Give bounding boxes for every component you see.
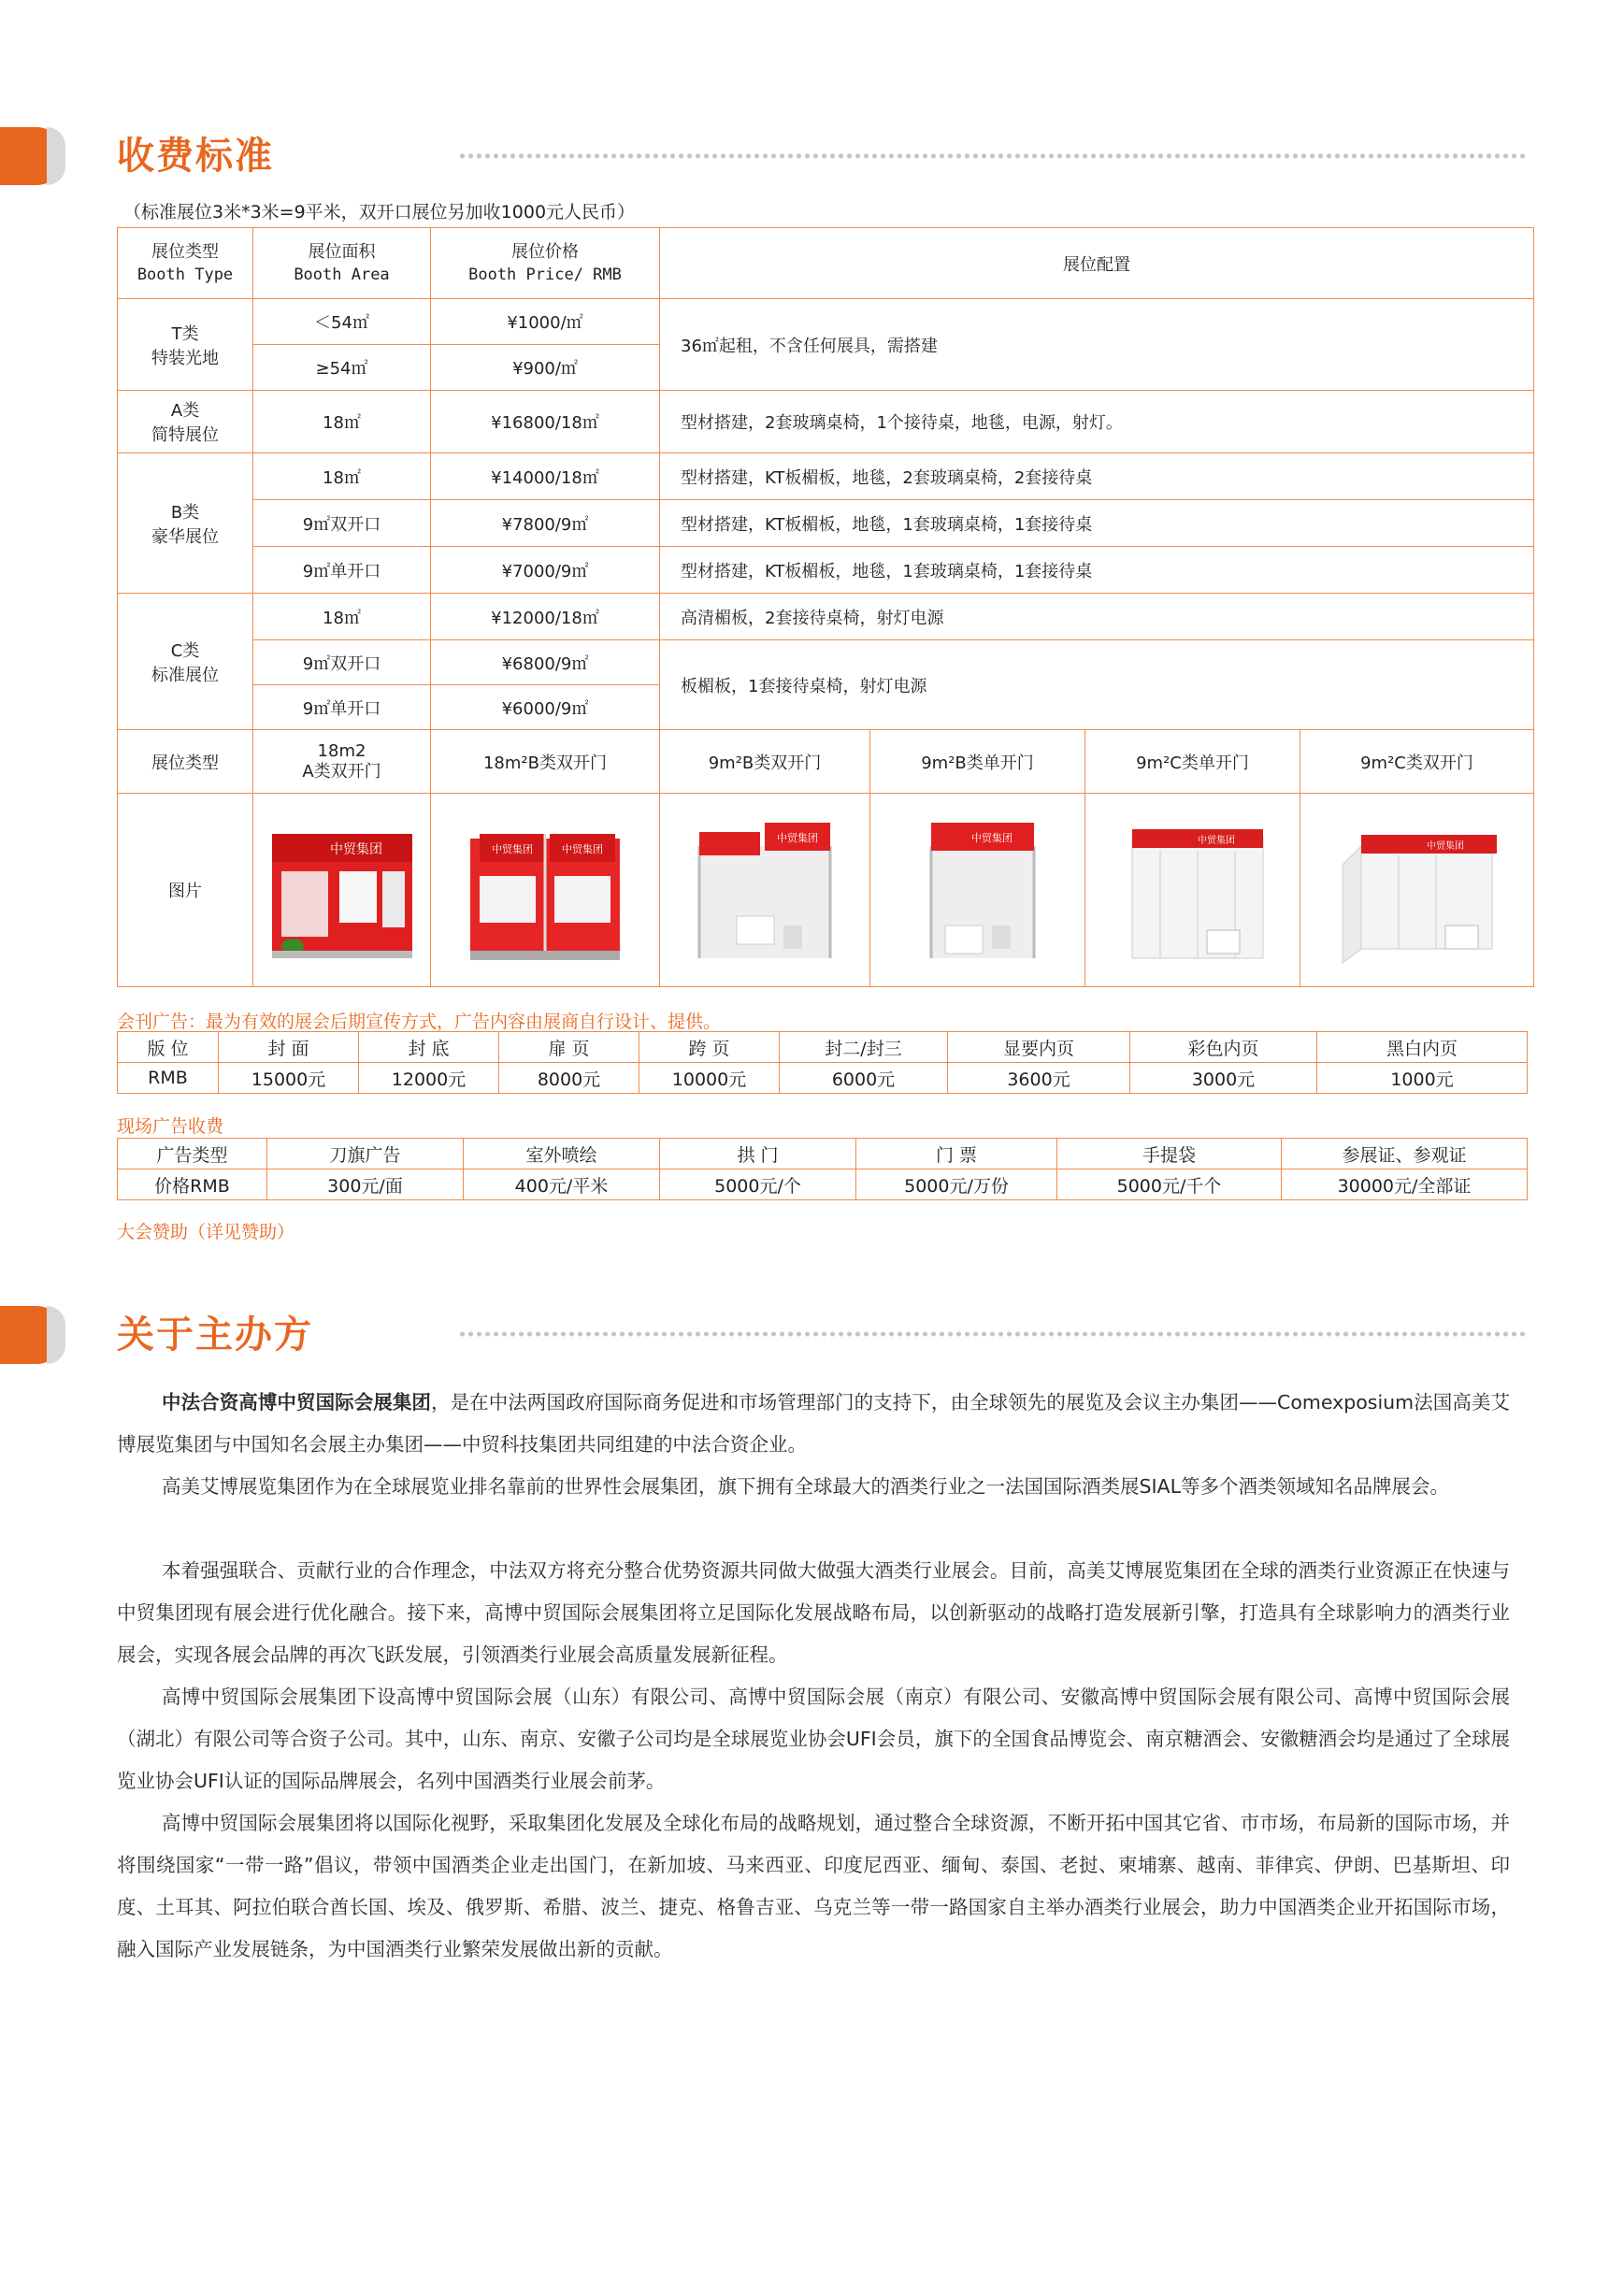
booth-b18-image [452,811,639,969]
onsite-price: 价格RMB [118,1170,267,1200]
c-config-2: 板楣板，1套接待桌椅，射灯电源 [660,640,1534,730]
t-config: 36㎡起租，不含任何展具，需搭建 [660,299,1534,391]
table-row [118,547,1534,594]
a-name-2: 简特展位 [151,425,219,445]
t-name-2: 特装光地 [151,348,219,368]
booth-type-b9-double: 9m²B类双开门 [660,730,870,794]
onsite-ad-table [117,1138,1528,1200]
ad-price: 6000元 [780,1063,948,1094]
t-area-2: ≥54㎡ [253,345,431,391]
ad-header: 封二/封三 [780,1032,948,1063]
ad-price: 1000元 [1317,1063,1528,1094]
booth-sign-text: 中贸集团 [1426,840,1464,852]
booth-images-label: 图片 [118,794,253,987]
table-row [118,640,1534,685]
booth-size-note: （标准展位3米*3米=9平米，双开口展位另加收1000元人民币） [123,202,636,222]
b-config-2: 型材搭建，KT板楣板，地毯，1套玻璃桌椅，1套接待桌 [660,500,1534,547]
booth-sign-text: 中贸集团 [970,831,1013,844]
onsite-title: 现场广告收费 [117,1116,224,1137]
about-paragraph-3: 本着强强联合、贡献行业的合作理念，中法双方将充分整合优势资源共同做大做强大酒类行业展会。目前，高美艾博展览集团在全球的酒类行业资源正在快速与中贸集团现有展会进行优化融合。接下来，高博中贸国际会展集团将立足国际化发展战略布局，以创新驱动的战略打造发展新引擎，打造具有全球影响力的酒类行业展会，实现各展会品牌的再次飞跃发展，引领酒类行业展会高质量发展新征程。 [117,1559,1510,1666]
booth-images-row [118,794,1534,987]
ad-price: 3600元 [948,1063,1130,1094]
ad-header: 封 底 [359,1032,499,1063]
ads-title: 会刊广告：最为有效的展会后期宣传方式，广告内容由展商自行设计、提供。 [117,1012,722,1032]
booth-type-b9-single: 9m²B类单开门 [870,730,1085,794]
ad-price: 15000元 [219,1063,359,1094]
b-price-1: ¥14000/18㎡ [431,453,660,500]
table-row [118,453,1534,500]
booth-types-label: 展位类型 [118,730,253,794]
header-area-en: Booth Area [294,265,390,284]
header-type-cn: 展位类型 [151,241,219,262]
b-config-1: 型材搭建，KT板楣板，地毯，2套玻璃桌椅，2套接待桌 [660,453,1534,500]
booth-sign-text: 中贸集团 [777,831,818,844]
a-price: ¥16800/18㎡ [431,391,660,453]
b-area-3: 9㎡单开口 [253,547,431,594]
table-header-row [118,1032,1528,1063]
b-config-3: 型材搭建，KT板楣板，地毯，1套玻璃桌椅，1套接待桌 [660,547,1534,594]
ad-price: 3000元 [1130,1063,1317,1094]
table-row [118,594,1534,640]
onsite-price: 5000元/个 [660,1170,856,1200]
booth-sign-text: 中贸集团 [1197,835,1235,846]
ad-header: 跨 页 [639,1032,780,1063]
dotted-divider [458,153,1529,159]
t-price-1: ¥1000/㎡ [431,299,660,345]
booth-type-c9-single: 9m²C类单开门 [1085,730,1300,794]
booth-type-c9-double: 9m²C类双开门 [1300,730,1534,794]
about-p1-text: ，是在中法两国政府国际商务促进和市场管理部门的支持下，由全球领先的展览及会议主办集团——Comexposium法国高美艾博展览集团与中国知名会展主办集团——中贸科技集团共同组建的中法合资企业。 [117,1391,1510,1456]
ad-header: 彩色内页 [1130,1032,1317,1063]
header-area-cn: 展位面积 [308,241,376,262]
section-tab-decoration [0,127,65,185]
table-row [118,391,1534,453]
a-config: 型材搭建，2套玻璃桌椅，1个接待桌，地毯，电源，射灯。 [660,391,1534,453]
t-area-1: ＜54㎡ [253,299,431,345]
onsite-header: 门 票 [856,1139,1057,1170]
header-type-en: Booth Type [136,265,234,284]
booth-type-a-area: 18m2 [317,740,366,761]
c-config-1: 高清楣板，2套接待桌椅，射灯电源 [660,594,1534,640]
ad-header: 版 位 [118,1032,219,1063]
ad-price: 8000元 [499,1063,639,1094]
booth-type-a: A类双开门 [302,761,381,782]
booth-sign-text: 中贸集团 [492,843,533,855]
onsite-price: 400元/平米 [464,1170,660,1200]
onsite-header: 广告类型 [118,1139,267,1170]
ad-price: RMB [118,1063,219,1094]
b-name-2: 豪华展位 [151,526,219,547]
t-price-2: ¥900/㎡ [431,345,660,391]
organizer-name: 中法合资高博中贸国际会展集团 [162,1391,432,1413]
header-price-en: Booth Price/ RMB [468,265,622,284]
about-section-title: 关于主办方 [117,1313,313,1356]
onsite-price: 30000元/全部证 [1282,1170,1528,1200]
table-row [118,500,1534,547]
b-area-1: 18㎡ [253,453,431,500]
section-tab-decoration [0,1306,65,1364]
onsite-price: 300元/面 [267,1170,464,1200]
a-name-1: A类 [170,401,200,421]
ad-price: 12000元 [359,1063,499,1094]
booth-c9-double-image [1324,809,1511,972]
ad-header: 封 面 [219,1032,359,1063]
dotted-divider [458,1331,1529,1337]
c-price-2: ¥6800/9㎡ [431,640,660,685]
ad-header: 黑白内页 [1317,1032,1528,1063]
ad-header: 显要内页 [948,1032,1130,1063]
table-row [118,1170,1528,1200]
a-area: 18㎡ [253,391,431,453]
table-header-row [118,228,1534,299]
ad-header: 扉 页 [499,1032,639,1063]
about-paragraph-4: 高博中贸国际会展集团下设高博中贸国际会展（山东）有限公司、高博中贸国际会展（南京）有限公司、安徽高博中贸国际会展有限公司、高博中贸国际会展（湖北）有限公司等合资子公司。其中，山东、南京、安徽子公司均是全球展览业协会UFI会员，旗下的全国食品博览会、南京糖酒会、安徽糖酒会均是通过了全球展览业协会UFI认证的国际品牌展会，名列中国酒类行业展会前茅。 [117,1686,1510,1792]
c-area-3: 9㎡单开口 [253,685,431,730]
c-price-3: ¥6000/9㎡ [431,685,660,730]
onsite-price: 5000元/万份 [856,1170,1057,1200]
table-row [118,1063,1528,1094]
c-price-1: ¥12000/18㎡ [431,594,660,640]
booth-b9-double-image [681,809,849,972]
table-header-row [118,1139,1528,1170]
c-name-1: C类 [170,640,200,661]
header-config: 展位配置 [660,228,1534,299]
about-paragraph-1 [117,1382,1510,1466]
c-area-1: 18㎡ [253,594,431,640]
booth-b9-single-image [894,809,1062,972]
onsite-header: 手提袋 [1057,1139,1282,1170]
b-price-2: ¥7800/9㎡ [431,500,660,547]
booth-types-row [118,730,1534,794]
b-name-1: B类 [170,502,200,523]
booth-c9-single-image [1104,809,1282,972]
table-row [118,299,1534,345]
about-paragraph-2: 高美艾博展览集团作为在全球展览业排名靠前的世界性会展集团，旗下拥有全球最大的酒类行业之一法国国际酒类展SIAL等多个酒类领域知名品牌展会。 [162,1475,1449,1498]
about-paragraph-5: 高博中贸国际会展集团将以国际化视野，采取集团化发展及全球化布局的战略规划，通过整合全球资源，不断开拓中国其它省、市市场，布局新的国际市场，并将围绕国家“一带一路”倡议，带领中国酒类企业走出国门，在新加坡、马来西亚、印度尼西亚、缅甸、泰国、老挝、柬埔寨、越南、菲律宾、伊朗、巴基斯坦、印度、土耳其、阿拉伯联合酋长国、埃及、俄罗斯、希腊、波兰、捷克、格鲁吉亚、乌克兰等一带一路国家自主举办酒类行业展会，助力中国酒类企业开拓国际市场，融入国际产业发展链条，为中国酒类行业繁荣发展做出新的贡献。 [117,1812,1510,1960]
b-price-3: ¥7000/9㎡ [431,547,660,594]
header-price-cn: 展位价格 [511,241,579,262]
b-area-2: 9㎡双开口 [253,500,431,547]
booth-a-image [263,815,422,965]
sponsor-note: 大会赞助（详见赞助） [117,1222,295,1242]
t-name-1: T类 [171,323,199,344]
ad-price: 10000元 [639,1063,780,1094]
onsite-header: 参展证、参观证 [1282,1139,1528,1170]
onsite-header: 拱 门 [660,1139,856,1170]
onsite-header: 室外喷绘 [464,1139,660,1170]
c-name-2: 标准展位 [151,665,219,685]
catalog-ad-table [117,1031,1528,1094]
fees-section-title: 收费标准 [117,135,274,178]
booth-sign-text: 中贸集团 [562,843,603,855]
c-area-2: 9㎡双开口 [253,640,431,685]
onsite-price: 5000元/千个 [1057,1170,1282,1200]
booth-sign-text: 中贸集团 [329,842,382,857]
onsite-header: 刀旗广告 [267,1139,464,1170]
booth-type-b18: 18m²B类双开门 [431,730,660,794]
booth-price-table [117,227,1534,987]
